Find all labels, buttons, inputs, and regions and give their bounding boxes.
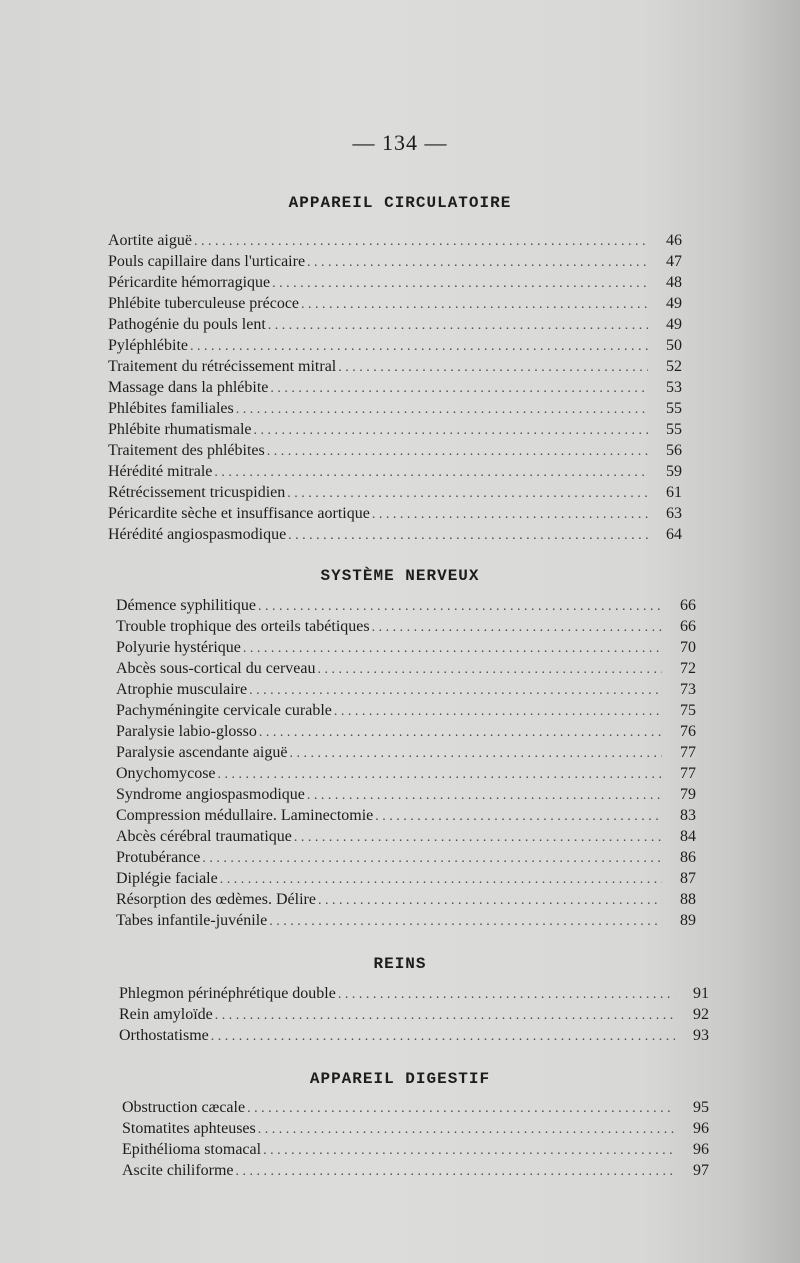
dot-leader (267, 441, 648, 462)
toc-entry-page-number: 49 (666, 295, 682, 312)
toc-entry-label: Phlegmon périnéphrétique double (119, 985, 336, 1002)
toc-entry (108, 461, 682, 482)
dot-leader (220, 869, 662, 890)
toc-entry-label: Hérédité mitrale (108, 463, 213, 480)
toc-entry-label: Résorption des œdèmes. Délire (116, 891, 316, 908)
toc-entry (116, 721, 696, 742)
toc-entry-label: Phlébite tuberculeuse précoce (108, 295, 300, 312)
toc-entry-label: Phlébites familiales (108, 400, 234, 417)
dot-leader (214, 462, 648, 483)
toc-entry-page-number: 77 (680, 744, 696, 761)
toc-entry-page-number: 97 (693, 1162, 709, 1179)
toc-entry-label: Polyurie hystérique (116, 639, 241, 656)
toc-entry-page-number: 50 (666, 337, 682, 354)
toc-entry-label: Paralysie ascendante aiguë (116, 744, 288, 761)
dot-leader (307, 252, 648, 273)
toc-entry-label: Syndrome angiospasmodique (116, 786, 305, 803)
toc-entry-label: Onychomycose (116, 765, 216, 782)
toc-entry-label: Pouls capillaire dans l'urticaire (108, 253, 306, 270)
toc-entry-label: Pachyméningite cervicale curable (116, 702, 332, 719)
section-entries-reins (0, 983, 709, 1046)
toc-entry-label: Protubérance (116, 849, 201, 866)
dot-leader (270, 378, 648, 399)
toc-entry-page-number: 76 (680, 723, 696, 740)
toc-entry-page-number: 91 (693, 985, 709, 1002)
toc-entry (108, 419, 682, 440)
dot-leader (338, 984, 675, 1005)
toc-entry-label: Compression médullaire. Laminectomie (116, 807, 374, 824)
toc-entry-label: Phlébite rhumatismale (108, 421, 252, 438)
dot-leader (211, 1026, 675, 1047)
toc-entry-page-number: 52 (666, 358, 682, 375)
toc-entry (116, 616, 696, 637)
toc-entry-label: Ascite chiliforme (122, 1162, 234, 1179)
toc-entry-page-number: 75 (680, 702, 696, 719)
toc-entry-page-number: 66 (680, 597, 696, 614)
dot-leader (375, 806, 662, 827)
section-entries-systeme-nerveux (0, 595, 696, 931)
toc-entry-page-number: 88 (680, 891, 696, 908)
toc-entry-page-number: 61 (666, 484, 682, 501)
toc-entry (108, 503, 682, 524)
toc-entry (108, 356, 682, 377)
dot-leader (194, 231, 648, 252)
toc-entry-label: Rétrécissement tricuspidien (108, 484, 286, 501)
toc-entry-page-number: 66 (680, 618, 696, 635)
toc-entry-page-number: 83 (680, 807, 696, 824)
toc-entry (116, 595, 696, 616)
toc-entry-label: Traitement des phlébites (108, 442, 265, 459)
toc-entry (122, 1139, 709, 1160)
toc-entry-label: Péricardite sèche et insuffisance aortique (108, 505, 370, 522)
toc-entry (116, 826, 696, 847)
dot-leader (236, 399, 648, 420)
dot-leader (259, 722, 662, 743)
toc-entry-page-number: 96 (693, 1141, 709, 1158)
toc-entry-page-number: 49 (666, 316, 682, 333)
dot-leader (317, 659, 662, 680)
toc-entry (122, 1160, 709, 1181)
dot-leader (288, 525, 648, 546)
dot-leader (301, 294, 648, 315)
toc-entry (116, 679, 696, 700)
dot-leader (272, 273, 648, 294)
toc-entry-page-number: 64 (666, 526, 682, 543)
toc-entry-label: Aortite aiguë (108, 232, 192, 249)
section-title-systeme-nerveux: SYSTÈME NERVEUX (320, 567, 480, 585)
dot-leader (236, 1161, 675, 1182)
toc-entry-label: Epithélioma stomacal (122, 1141, 262, 1158)
toc-entry-page-number: 70 (680, 639, 696, 656)
toc-entry (116, 847, 696, 868)
toc-entry (116, 889, 696, 910)
section-title-reins: REINS (373, 955, 427, 973)
toc-entry (108, 314, 682, 335)
toc-entry-label: Rein amyloïde (119, 1006, 213, 1023)
toc-entry-label: Tabes infantile-juvénile (116, 912, 268, 929)
toc-entry (108, 398, 682, 419)
page-number: — 134 — (352, 130, 448, 155)
toc-entry (108, 335, 682, 356)
dot-leader (215, 1005, 675, 1026)
toc-entry-page-number: 46 (666, 232, 682, 249)
toc-entry-label: Massage dans la phlébite (108, 379, 269, 396)
toc-entry-page-number: 89 (680, 912, 696, 929)
toc-entry-page-number: 47 (666, 253, 682, 270)
toc-entry (108, 251, 682, 272)
toc-entry (116, 658, 696, 679)
dot-leader (307, 785, 662, 806)
toc-entry-page-number: 87 (680, 870, 696, 887)
toc-entry (108, 230, 682, 251)
section-title-appareil-digestif: APPAREIL DIGESTIF (309, 1070, 491, 1088)
toc-entry-label: Stomatites aphteuses (122, 1120, 256, 1137)
dot-leader (268, 315, 648, 336)
toc-entry-page-number: 84 (680, 828, 696, 845)
dot-leader (372, 617, 662, 638)
dot-leader (289, 743, 662, 764)
toc-entry-label: Abcès cérébral traumatique (116, 828, 292, 845)
dot-leader (287, 483, 648, 504)
toc-entry (116, 868, 696, 889)
toc-entry-label: Obstruction cæcale (122, 1099, 246, 1116)
dot-leader (334, 701, 662, 722)
toc-entry (119, 983, 709, 1004)
toc-entry (116, 805, 696, 826)
toc-entry-page-number: 59 (666, 463, 682, 480)
toc-entry-page-number: 53 (666, 379, 682, 396)
toc-entry (116, 637, 696, 658)
toc-entry-page-number: 48 (666, 274, 682, 291)
toc-entry-label: Péricardite hémorragique (108, 274, 271, 291)
toc-entry-page-number: 93 (693, 1027, 709, 1044)
toc-entry-label: Paralysie labio-glosso (116, 723, 257, 740)
section-entries-appareil-circulatoire (0, 230, 682, 545)
toc-entry-page-number: 79 (680, 786, 696, 803)
toc-entry-label: Pathogénie du pouls lent (108, 316, 266, 333)
toc-entry-page-number: 86 (680, 849, 696, 866)
toc-entry (108, 482, 682, 503)
dot-leader (202, 848, 662, 869)
toc-entry-label: Abcès sous-cortical du cerveau (116, 660, 316, 677)
toc-entry-page-number: 73 (680, 681, 696, 698)
toc-entry-page-number: 56 (666, 442, 682, 459)
toc-entry (119, 1025, 709, 1046)
toc-entry (122, 1097, 709, 1118)
dot-leader (263, 1140, 675, 1161)
toc-entry (116, 784, 696, 805)
toc-entry (116, 700, 696, 721)
toc-entry (108, 440, 682, 461)
toc-entry-page-number: 63 (666, 505, 682, 522)
toc-entry-page-number: 96 (693, 1120, 709, 1137)
toc-entry-label: Pyléphlébite (108, 337, 188, 354)
toc-entry-label: Diplégie faciale (116, 870, 218, 887)
section-title-appareil-circulatoire: APPAREIL CIRCULATOIRE (288, 194, 512, 212)
dot-leader (372, 504, 648, 525)
dot-leader (218, 764, 662, 785)
dot-leader (294, 827, 662, 848)
dot-leader (247, 1098, 675, 1119)
dot-leader (338, 357, 648, 378)
toc-entry (122, 1118, 709, 1139)
dot-leader (269, 911, 662, 932)
toc-entry-page-number: 92 (693, 1006, 709, 1023)
toc-entry (108, 293, 682, 314)
toc-entry-label: Trouble trophique des orteils tabétiques (116, 618, 370, 635)
dot-leader (254, 420, 648, 441)
toc-entry (116, 742, 696, 763)
toc-entry-page-number: 72 (680, 660, 696, 677)
toc-entry-page-number: 55 (666, 400, 682, 417)
dot-leader (190, 336, 648, 357)
dot-leader (258, 1119, 675, 1140)
toc-entry (119, 1004, 709, 1025)
toc-entry-label: Démence syphilitique (116, 597, 256, 614)
toc-entry (116, 763, 696, 784)
dot-leader (318, 890, 662, 911)
toc-entry-page-number: 95 (693, 1099, 709, 1116)
toc-entry-page-number: 55 (666, 421, 682, 438)
toc-entry-page-number: 77 (680, 765, 696, 782)
toc-entry-label: Orthostatisme (119, 1027, 209, 1044)
toc-entry (108, 377, 682, 398)
toc-entry (108, 272, 682, 293)
dot-leader (258, 596, 662, 617)
section-entries-appareil-digestif (0, 1097, 709, 1181)
toc-entry-label: Hérédité angiospasmodique (108, 526, 287, 543)
toc-entry-label: Atrophie musculaire (116, 681, 248, 698)
toc-entry (116, 910, 696, 931)
toc-entry-label: Traitement du rétrécissement mitral (108, 358, 337, 375)
dot-leader (243, 638, 662, 659)
toc-entry (108, 524, 682, 545)
dot-leader (249, 680, 662, 701)
